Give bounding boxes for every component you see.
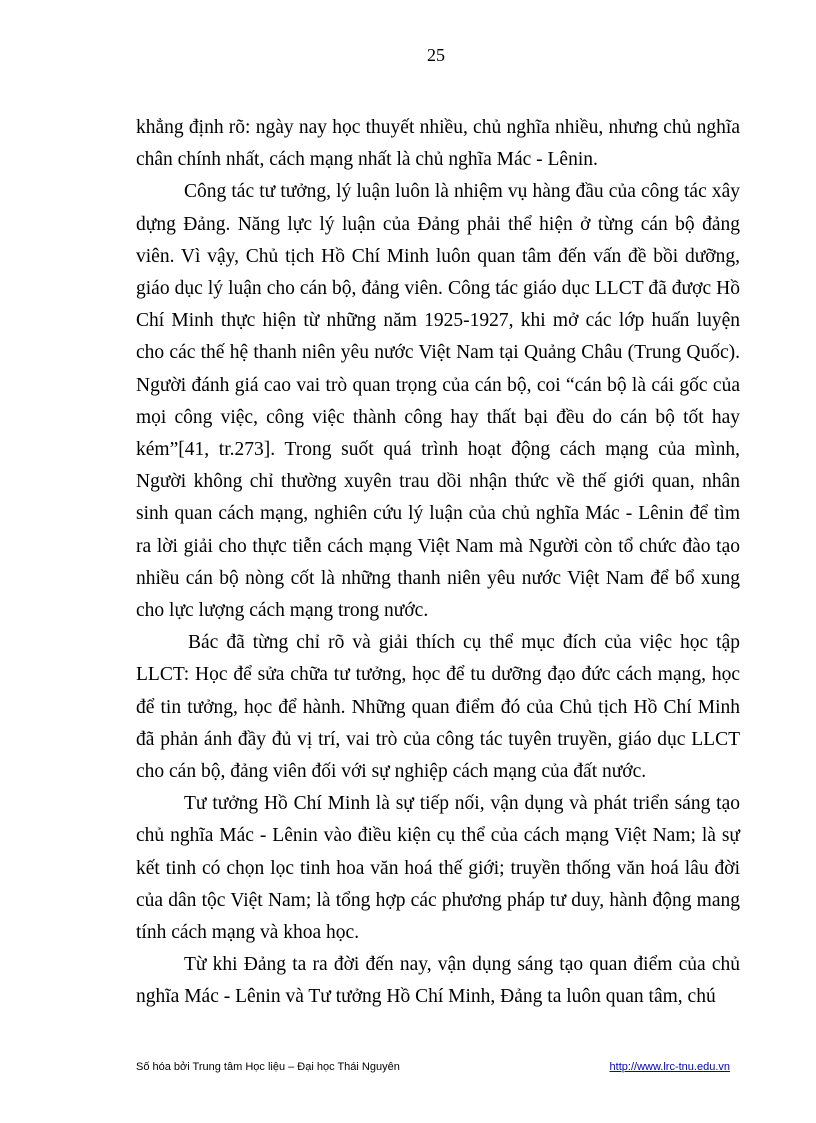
paragraph-1: khẳng định rõ: ngày nay học thuyết nhiều, chủ nghĩa nhiều, nhưng chủ nghĩa chân chính nhất, cách mạng nhất là chủ nghĩa Mác - Lênin. <box>136 117 740 171</box>
footer-source-text: Số hóa bởi Trung tâm Học liệu – Đại học Thái Nguyên <box>136 1061 400 1073</box>
document-body <box>136 112 740 1014</box>
paragraph-4: Tư tưởng Hồ Chí Minh là sự tiếp nối, vận dụng và phát triển sáng tạo chủ nghĩa Mác - Lênin vào điều kiện cụ thể của cách mạng Việt Nam; là sự kết tinh có chọn lọc tinh hoa văn hoá thế giới; truyền thống văn hoá lâu đời của dân tộc Việt Nam; là tổng hợp các phương pháp tư duy, hành động mang tính cách mạng và khoa học. <box>136 793 740 944</box>
page-number: 25 <box>427 45 445 65</box>
paragraph-2: Công tác tư tưởng, lý luận luôn là nhiệm vụ hàng đầu của công tác xây dựng Đảng. Năng lực lý luận của Đảng phải thể hiện ở từng cán bộ đảng viên. Vì vậy, Chủ tịch Hồ Chí Minh luôn quan tâm đến vấn đề bồi dưỡng, giáo dục lý luận cho cán bộ, đảng viên. Công tác giáo dục LLCT đã được Hồ Chí Minh thực hiện từ những năm 1925-1927, khi mở các lớp huấn luyện cho các thế hệ thanh niên yêu nước Việt Nam tại Quảng Châu (Trung Quốc). Người đánh giá cao vai trò quan trọng của cán bộ, coi “cán bộ là cái gốc của mọi công việc, công việc thành công hay thất bại đều do cán bộ tốt hay kém”[41, tr.273]. Trong suốt quá trình hoạt động cách mạng của mình, Người không chỉ thường xuyên trau dồi nhận thức về thế giới quan, nhân sinh quan cách mạng, nghiên cứu lý luận của chủ nghĩa Mác - Lênin để tìm ra lời giải cho thực tiễn cách mạng Việt Nam mà Người còn tổ chức đào tạo nhiều cán bộ nòng cốt là những thanh niên yêu nước Việt Nam để bổ xung cho lực lượng cách mạng trong nước. <box>136 181 740 622</box>
paragraph-3: Bác đã từng chỉ rõ và giải thích cụ thể mục đích của việc học tập LLCT: Học để sửa chữa tư tưởng, học để tu dưỡng đạo đức cách mạng, học để tin tưởng, học để hành. Những quan điểm đó của Chủ tịch Hồ Chí Minh đã phản ánh đầy đủ vị trí, vai trò của công tác tuyên truyền, giáo dục LLCT cho cán bộ, đảng viên đối với sự nghiệp cách mạng của đất nước. <box>136 632 740 783</box>
footer-link[interactable]: http://www.lrc-tnu.edu.vn <box>609 1061 730 1073</box>
paragraph-5: Từ khi Đảng ta ra đời đến nay, vận dụng sáng tạo quan điểm của chủ nghĩa Mác - Lênin và Tư tưởng Hồ Chí Minh, Đảng ta luôn quan tâm, chú <box>136 954 740 1008</box>
